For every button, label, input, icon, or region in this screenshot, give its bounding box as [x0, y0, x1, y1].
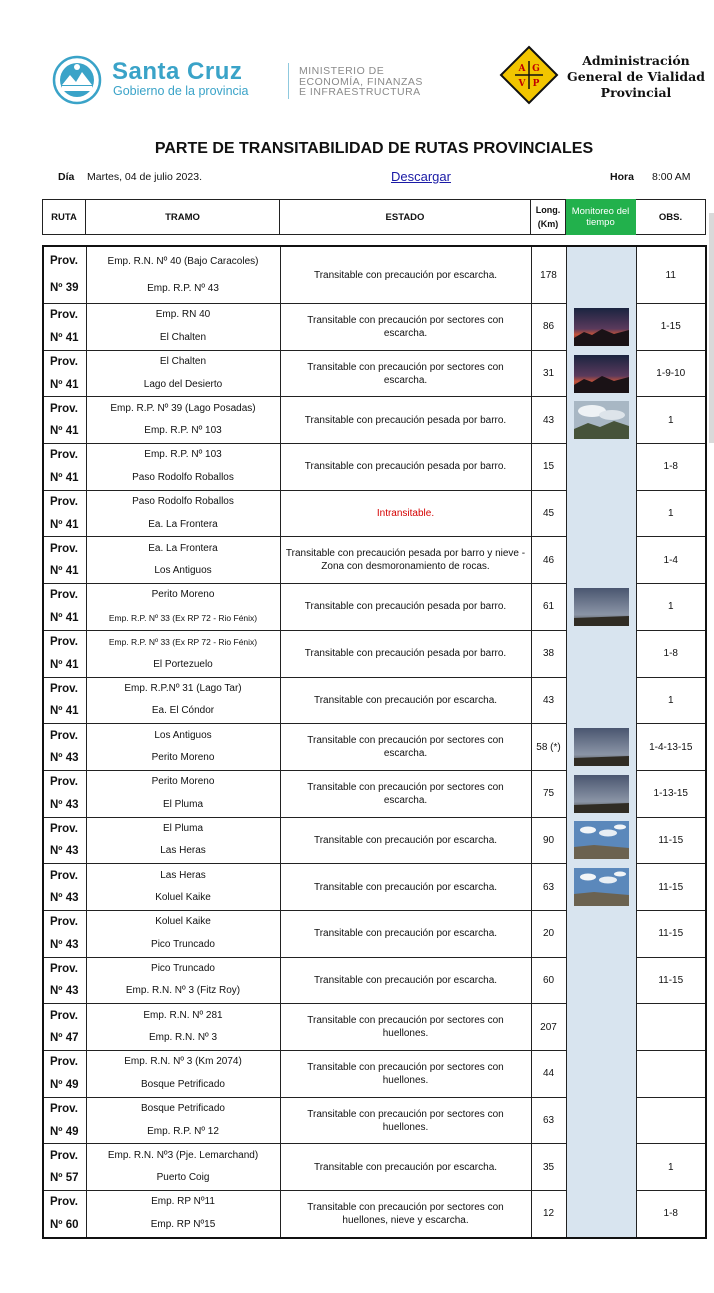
route-number: Nº 49	[50, 1125, 79, 1138]
route-prefix: Prov.	[50, 636, 78, 649]
route-cell	[43, 1191, 86, 1238]
segment-to: El Pluma	[162, 798, 203, 810]
route-cell	[43, 630, 86, 677]
segment-to: Emp. RP Nº15	[150, 1218, 216, 1230]
route-cell	[43, 397, 86, 444]
segment-to: Las Heras	[160, 845, 206, 857]
segment-cell	[86, 584, 280, 631]
status-cell: Transitable con precaución por sectores con escarcha.	[280, 770, 531, 817]
weather-monitor-cell	[566, 246, 636, 304]
column-long-line: (Km)	[537, 219, 559, 229]
route-number: Nº 43	[50, 845, 79, 858]
segment-to: Ea. El Cóndor	[151, 705, 215, 717]
route-prefix: Prov.	[50, 682, 78, 695]
weather-monitor-cell	[566, 630, 636, 677]
table-row	[43, 1144, 706, 1191]
length-cell: 61	[531, 584, 566, 631]
length-cell: 12	[531, 1191, 566, 1238]
route-number: Nº 41	[50, 471, 79, 484]
segment-cell	[86, 1144, 280, 1191]
length-cell: 86	[531, 304, 566, 351]
agency-name	[562, 53, 710, 101]
segment-from: Emp. RN 40	[155, 309, 211, 321]
observations-cell: 1	[636, 1144, 706, 1191]
segment-from: Pico Truncado	[151, 962, 215, 974]
table-row	[43, 304, 706, 351]
route-cell	[43, 817, 86, 864]
segment-cell	[86, 864, 280, 911]
brand-subtitle: Gobierno de la provincia	[113, 84, 249, 98]
length-cell: 46	[531, 537, 566, 584]
status-cell: Transitable con precaución pesada por barro y nieve - Zona con desmoronamiento de rocas.	[280, 537, 531, 584]
segment-to: Lago del Desierto	[143, 378, 223, 390]
observations-cell: 1-8	[636, 444, 706, 491]
route-number: Nº 41	[50, 565, 79, 578]
table-row	[43, 246, 706, 304]
column-long-line: Long.	[535, 205, 561, 215]
status-cell: Transitable con precaución por escarcha.	[280, 817, 531, 864]
download-link[interactable]: Descargar	[391, 169, 451, 184]
santa-cruz-emblem-icon	[52, 55, 102, 105]
length-cell: 43	[531, 397, 566, 444]
route-prefix: Prov.	[50, 962, 78, 975]
route-number: Nº 43	[50, 938, 79, 951]
length-cell: 178	[531, 246, 566, 304]
page-title: PARTE DE TRANSITABILIDAD DE RUTAS PROVINCIALES	[154, 140, 594, 157]
date-label: Día	[58, 171, 75, 183]
route-prefix: Prov.	[50, 1196, 78, 1209]
table-row	[43, 677, 706, 724]
table-row	[43, 1097, 706, 1144]
weather-monitor-cell	[566, 444, 636, 491]
webcam-thumbnail[interactable]	[574, 728, 629, 766]
segment-to: Los Antiguos	[154, 565, 212, 577]
ministry-line: ECONOMÍA, FINANZAS	[299, 75, 423, 88]
route-cell	[43, 246, 86, 304]
observations-cell: 1-8	[636, 630, 706, 677]
column-estado: ESTADO	[280, 200, 531, 235]
segment-from: Emp. R.P. Nº 103	[144, 449, 222, 461]
segment-from: Emp. R.P.Nº 31 (Lago Tar)	[124, 682, 242, 694]
route-prefix: Prov.	[50, 1009, 78, 1022]
route-cell	[43, 910, 86, 957]
route-number: Nº 60	[50, 1218, 79, 1231]
segment-to: Pico Truncado	[151, 938, 215, 950]
table-row	[43, 864, 706, 911]
route-prefix: Prov.	[50, 822, 78, 835]
weather-monitor-cell	[566, 1144, 636, 1191]
routes-table	[42, 245, 707, 1239]
segment-cell	[86, 630, 280, 677]
route-number: Nº 41	[50, 378, 79, 391]
length-cell: 58 (*)	[531, 724, 566, 771]
observations-cell: 11-15	[636, 957, 706, 1004]
segment-from: Emp. R.N. Nº 40 (Bajo Caracoles)	[107, 256, 259, 267]
route-cell	[43, 584, 86, 631]
status-cell: Transitable con precaución pesada por barro.	[280, 630, 531, 677]
route-number: Nº 41	[50, 705, 79, 718]
status-cell: Transitable con precaución por escarcha.	[280, 1144, 531, 1191]
length-cell: 31	[531, 350, 566, 397]
weather-monitor-cell[interactable]	[566, 817, 636, 864]
observations-cell: 11-15	[636, 910, 706, 957]
table-row	[43, 724, 706, 771]
route-number: Nº 57	[50, 1172, 79, 1185]
length-cell: 20	[531, 910, 566, 957]
observations-cell	[636, 1004, 706, 1051]
segment-from: Emp. R.N. Nº3 (Pje. Lemarchand)	[107, 1149, 259, 1161]
weather-monitor-cell[interactable]	[566, 350, 636, 397]
weather-monitor-cell	[566, 910, 636, 957]
column-monitoreo-line: Monitoreo del	[571, 206, 630, 217]
column-obs: OBS.	[636, 200, 706, 235]
route-number: Nº 47	[50, 1032, 79, 1045]
route-prefix: Prov.	[50, 356, 78, 369]
length-cell: 43	[531, 677, 566, 724]
segment-cell	[86, 724, 280, 771]
route-number: Nº 39	[50, 282, 79, 294]
segment-from: El Pluma	[162, 822, 203, 834]
segment-cell	[86, 1191, 280, 1238]
brand-separator	[288, 63, 289, 99]
segment-to: Ea. La Frontera	[148, 518, 218, 530]
segment-cell	[86, 910, 280, 957]
length-cell: 15	[531, 444, 566, 491]
route-prefix: Prov.	[50, 255, 78, 267]
segment-cell	[86, 770, 280, 817]
segment-to: Perito Moreno	[151, 752, 215, 764]
webcam-thumbnail[interactable]	[574, 821, 629, 859]
scrollbar[interactable]	[709, 213, 714, 443]
segment-from: Los Antiguos	[154, 729, 212, 741]
weather-monitor-cell[interactable]	[566, 304, 636, 351]
table-row	[43, 490, 706, 537]
segment-from: Perito Moreno	[151, 589, 215, 601]
table-row	[43, 1191, 706, 1238]
route-number: Nº 43	[50, 798, 79, 811]
route-number: Nº 43	[50, 892, 79, 905]
date-value: Martes, 04 de julio 2023.	[87, 171, 202, 183]
segment-cell	[86, 490, 280, 537]
length-cell: 75	[531, 770, 566, 817]
table-row	[43, 397, 706, 444]
length-cell: 44	[531, 1051, 566, 1098]
route-cell	[43, 957, 86, 1004]
segment-cell	[86, 957, 280, 1004]
observations-cell: 1-8	[636, 1191, 706, 1238]
route-cell	[43, 1144, 86, 1191]
route-number: Nº 41	[50, 611, 79, 624]
length-cell: 45	[531, 490, 566, 537]
route-prefix: Prov.	[50, 402, 78, 415]
segment-to: El Portezuelo	[153, 658, 213, 670]
logo-letter-v: V	[518, 79, 526, 89]
length-cell: 90	[531, 817, 566, 864]
webcam-thumbnail[interactable]	[574, 355, 629, 393]
segment-to: Koluel Kaike	[155, 892, 211, 904]
segment-cell	[86, 397, 280, 444]
segment-cell	[86, 1051, 280, 1098]
webcam-thumbnail[interactable]	[574, 308, 629, 346]
status-cell: Transitable con precaución por escarcha.	[280, 246, 531, 304]
weather-monitor-cell	[566, 1051, 636, 1098]
time-value: 8:00 AM	[652, 171, 691, 183]
table-row	[43, 537, 706, 584]
agency-line: Administración	[582, 53, 690, 68]
observations-cell: 1-13-15	[636, 770, 706, 817]
column-long	[531, 200, 566, 235]
segment-to: Emp. R.P. Nº 103	[144, 425, 222, 437]
route-cell	[43, 304, 86, 351]
segment-to: Paso Rodolfo Roballos	[132, 471, 234, 483]
route-number: Nº 41	[50, 518, 79, 531]
logo-letter-p: P	[532, 79, 540, 89]
route-number: Nº 43	[50, 985, 79, 998]
segment-from: Emp. R.P. Nº 39 (Lago Posadas)	[110, 402, 256, 414]
segment-from: Paso Rodolfo Roballos	[132, 496, 234, 508]
weather-monitor-cell[interactable]	[566, 584, 636, 631]
status-cell: Transitable con precaución por sectores con huellones.	[280, 1004, 531, 1051]
table-row	[43, 770, 706, 817]
route-cell	[43, 770, 86, 817]
route-cell	[43, 1051, 86, 1098]
status-cell: Transitable con precaución por escarcha.	[280, 677, 531, 724]
table-row	[43, 444, 706, 491]
weather-monitor-cell[interactable]	[566, 397, 636, 444]
segment-from: Ea. La Frontera	[148, 542, 218, 554]
weather-monitor-cell	[566, 1097, 636, 1144]
segment-from: Emp. RP Nº11	[151, 1196, 215, 1208]
segment-cell	[86, 304, 280, 351]
segment-to: Emp. R.P. Nº 33 (Ex RP 72 - Rio Fénix)	[108, 612, 258, 623]
segment-to: El Chalten	[159, 331, 207, 343]
weather-monitor-cell[interactable]	[566, 770, 636, 817]
route-cell	[43, 350, 86, 397]
segment-cell	[86, 817, 280, 864]
segment-cell	[86, 1004, 280, 1051]
weather-monitor-cell	[566, 677, 636, 724]
table-row	[43, 1004, 706, 1051]
route-number: Nº 41	[50, 331, 79, 344]
segment-to: Emp. R.N. Nº 3 (Fitz Roy)	[125, 985, 241, 997]
ministry-line: MINISTERIO DE	[299, 65, 385, 77]
status-cell: Transitable con precaución por sectores con huellones.	[280, 1097, 531, 1144]
observations-cell: 1-4	[636, 537, 706, 584]
segment-from: Koluel Kaike	[155, 916, 211, 928]
segment-to: Emp. R.P. Nº 12	[147, 1125, 219, 1137]
route-cell	[43, 490, 86, 537]
column-ruta: RUTA	[43, 200, 86, 235]
route-number: Nº 41	[50, 425, 79, 438]
observations-cell: 1	[636, 490, 706, 537]
segment-to: Puerto Coig	[156, 1172, 210, 1184]
observations-cell: 1-4-13-15	[636, 724, 706, 771]
route-cell	[43, 1097, 86, 1144]
segment-from: Bosque Petrificado	[141, 1103, 225, 1115]
route-prefix: Prov.	[50, 542, 78, 555]
route-prefix: Prov.	[50, 1103, 78, 1116]
route-number: Nº 41	[50, 658, 79, 671]
status-cell: Transitable con precaución por sectores con huellones.	[280, 1051, 531, 1098]
observations-cell: 11-15	[636, 864, 706, 911]
status-cell: Transitable con precaución pesada por barro.	[280, 397, 531, 444]
route-prefix: Prov.	[50, 776, 78, 789]
segment-cell	[86, 537, 280, 584]
table-row	[43, 1051, 706, 1098]
segment-cell	[86, 1097, 280, 1144]
status-cell: Transitable con precaución pesada por barro.	[280, 584, 531, 631]
observations-cell: 11-15	[636, 817, 706, 864]
length-cell: 207	[531, 1004, 566, 1051]
observations-cell: 1	[636, 584, 706, 631]
status-cell: Transitable con precaución por sectores con escarcha.	[280, 724, 531, 771]
table-row	[43, 957, 706, 1004]
route-prefix: Prov.	[50, 589, 78, 602]
column-monitoreo-line: tiempo	[586, 217, 615, 228]
length-cell: 35	[531, 1144, 566, 1191]
observations-cell	[636, 1097, 706, 1144]
brand-title: Santa Cruz	[112, 58, 243, 85]
table-row	[43, 910, 706, 957]
header	[0, 0, 714, 125]
logo-letter-g: G	[532, 64, 540, 74]
length-cell: 38	[531, 630, 566, 677]
weather-monitor-cell	[566, 490, 636, 537]
route-number: Nº 49	[50, 1078, 79, 1091]
route-cell	[43, 724, 86, 771]
route-prefix: Prov.	[50, 916, 78, 929]
ministry-line: E INFRAESTRUCTURA	[299, 86, 421, 98]
segment-from: El Chalten	[159, 356, 207, 368]
status-cell: Transitable con precaución por sectores con huellones, nieve y escarcha.	[280, 1191, 531, 1238]
status-cell: Transitable con precaución pesada por barro.	[280, 444, 531, 491]
table-row	[43, 350, 706, 397]
segment-from: Emp. R.N. Nº 3 (Km 2074)	[124, 1056, 242, 1068]
logo-letter-a: A	[518, 64, 526, 74]
observations-cell: 11	[636, 246, 706, 304]
segment-cell	[86, 677, 280, 724]
route-number: Nº 43	[50, 752, 79, 765]
segment-to: Emp. R.N. Nº 3	[148, 1032, 218, 1044]
weather-monitor-cell	[566, 957, 636, 1004]
route-prefix: Prov.	[50, 496, 78, 509]
observations-cell	[636, 1051, 706, 1098]
status-cell: Transitable con precaución por sectores con escarcha.	[280, 304, 531, 351]
webcam-thumbnail[interactable]	[574, 868, 629, 906]
time-label: Hora	[610, 171, 634, 183]
observations-cell: 1	[636, 677, 706, 724]
observations-cell: 1-9-10	[636, 350, 706, 397]
route-prefix: Prov.	[50, 309, 78, 322]
length-cell: 63	[531, 864, 566, 911]
segment-to: Bosque Petrificado	[141, 1078, 225, 1090]
route-cell	[43, 444, 86, 491]
weather-monitor-cell	[566, 1004, 636, 1051]
route-prefix: Prov.	[50, 1056, 78, 1069]
segment-to: Emp. R.P. Nº 43	[147, 283, 219, 294]
status-cell: Transitable con precaución por escarcha.	[280, 957, 531, 1004]
observations-cell: 1-15	[636, 304, 706, 351]
segment-from: Emp. R.N. Nº 281	[143, 1009, 223, 1021]
status-cell: Transitable con precaución por sectores con escarcha.	[280, 350, 531, 397]
segment-from: Las Heras	[160, 869, 206, 881]
weather-monitor-cell[interactable]	[566, 864, 636, 911]
segment-from: Perito Moreno	[151, 776, 215, 788]
route-cell	[43, 537, 86, 584]
length-cell: 60	[531, 957, 566, 1004]
segment-cell	[86, 350, 280, 397]
segment-cell	[86, 246, 280, 304]
table-row	[43, 817, 706, 864]
webcam-thumbnail[interactable]	[574, 401, 629, 439]
agency-line: Provincial	[600, 85, 672, 100]
agvp-logo-icon	[499, 45, 559, 105]
segment-cell	[86, 444, 280, 491]
column-monitoreo	[566, 200, 636, 235]
route-prefix: Prov.	[50, 729, 78, 742]
weather-monitor-cell[interactable]	[566, 724, 636, 771]
webcam-thumbnail[interactable]	[574, 588, 629, 626]
table-row	[43, 584, 706, 631]
webcam-thumbnail[interactable]	[574, 775, 629, 813]
segment-from: Emp. R.P. Nº 33 (Ex RP 72 - Rio Fénix)	[108, 637, 258, 648]
observations-cell: 1	[636, 397, 706, 444]
ministry-name	[299, 66, 423, 98]
status-cell: Transitable con precaución por escarcha.	[280, 910, 531, 957]
weather-monitor-cell	[566, 537, 636, 584]
route-prefix: Prov.	[50, 869, 78, 882]
length-cell: 63	[531, 1097, 566, 1144]
route-cell	[43, 1004, 86, 1051]
route-prefix: Prov.	[50, 449, 78, 462]
agency-line: General de Vialidad	[567, 69, 705, 84]
status-cell: Transitable con precaución por escarcha.	[280, 864, 531, 911]
status-cell: Intransitable.	[280, 490, 531, 537]
route-prefix: Prov.	[50, 1149, 78, 1162]
weather-monitor-cell	[566, 1191, 636, 1238]
column-tramo: TRAMO	[86, 200, 280, 235]
route-cell	[43, 864, 86, 911]
table-row	[43, 630, 706, 677]
table-header	[42, 199, 706, 235]
route-cell	[43, 677, 86, 724]
